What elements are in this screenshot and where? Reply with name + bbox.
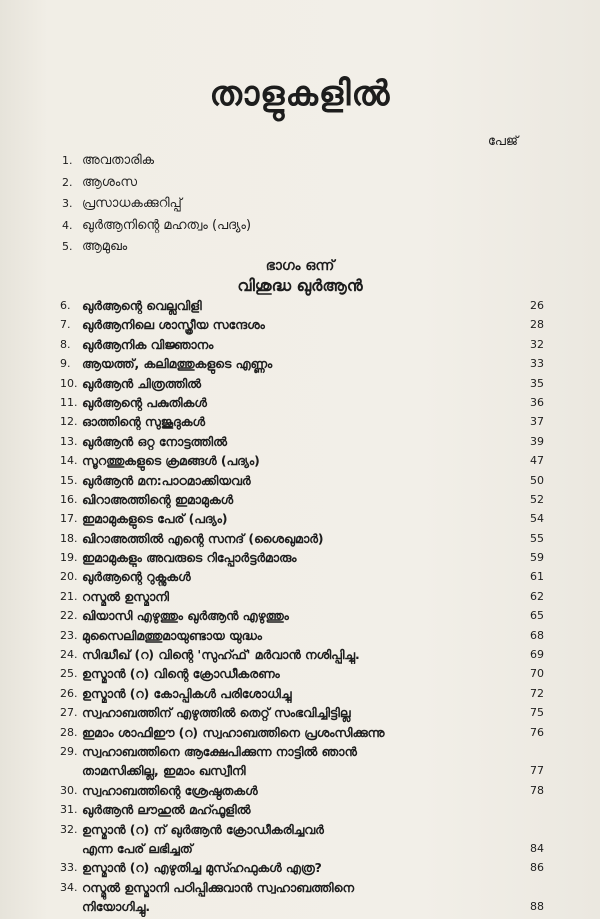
page-number: 54	[530, 512, 544, 526]
toc-row	[60, 548, 544, 567]
item-title: ഖുർആനിന്റെ മഹത്വം (പദ്യം)	[82, 217, 252, 233]
item-number: 10.	[60, 376, 78, 390]
item-title: ഖിയാസി എഴുത്തും ഖുർആൻ എഴുത്തും	[82, 608, 289, 624]
item-title: സിദ്ധീഖ് (റ) വിന്റെ 'സുഹ്ഫ്' മർവാൻ നശിപ്പിച്ചു.	[82, 647, 360, 663]
page-number: 50	[530, 473, 544, 487]
list-item	[62, 215, 251, 237]
part-title: വിശുദ്ധ ഖുർആൻ	[237, 276, 363, 295]
page-number: 61	[530, 570, 544, 584]
item-number: 9.	[60, 357, 71, 371]
item-title: ഖുർആൻ ഒറ്റ നോട്ടത്തിൽ	[82, 433, 227, 449]
item-title: റസ്മുൽ ഉസ്മാനി പഠിപ്പിക്കുവാൻ സ്വഹാബത്തിനെ നിയോഗിച്ചു.	[82, 879, 354, 915]
contents-list	[60, 296, 544, 917]
item-number: 29.	[60, 744, 78, 758]
toc-row	[60, 626, 544, 645]
page-number: 36	[530, 395, 544, 409]
page-number: 52	[530, 492, 544, 506]
item-number: 7.	[60, 318, 71, 332]
item-title: ഖുർആനിലെ ശാസ്ത്രീയ സന്ദേശം	[82, 317, 265, 333]
page-title: താളുകളിൽ	[209, 74, 391, 114]
page-number: 76	[530, 725, 544, 739]
item-number: 1.	[62, 154, 73, 167]
page-number: 78	[530, 783, 544, 797]
item-title: ആയത്ത്, കലിമത്തുകളുടെ എണ്ണം	[82, 356, 273, 372]
item-number: 27.	[60, 706, 78, 720]
item-number: 4.	[62, 218, 73, 232]
page-number: 39	[530, 434, 544, 448]
item-title: ഖുർആൻ ലൗഹുൽ മഹ്ഫൂളിൽ	[82, 802, 251, 818]
page-number: 55	[530, 531, 544, 545]
toc-row	[60, 878, 544, 917]
toc-row	[60, 684, 544, 703]
item-title: ഉസ്മാൻ (റ) വിന്റെ ക്രോഡീകരണം	[82, 666, 280, 682]
part-label: ഭാഗം ഒന്ന്	[265, 258, 335, 274]
item-number: 26.	[60, 686, 78, 700]
page-number: 70	[530, 667, 544, 681]
page-number: 72	[530, 686, 544, 700]
item-number: 32.	[60, 822, 78, 836]
item-title: ഖുർആൻ മന:പാഠമാക്കിയവർ	[82, 472, 251, 488]
item-number: 31.	[60, 803, 78, 817]
toc-row	[60, 606, 544, 625]
page-number: 62	[530, 589, 544, 603]
item-title: സ്വഹാബത്തിനെ ആക്ഷേപിക്കുന്ന നാട്ടിൽ ഞാൻ താമസിക്കില്ല, ഇമാം ഖസ്വീനി	[82, 743, 357, 779]
toc-row	[60, 858, 544, 877]
item-title: ഉസ്മാൻ (റ) ന് ഖുർആൻ ക്രോഡീകരിച്ചവർ എന്ന പേര് ലഭിച്ചത്	[82, 821, 324, 856]
item-title: പ്രസാധകക്കുറിപ്പ്	[82, 196, 182, 211]
toc-row	[60, 703, 544, 722]
item-title: സൂറത്തുകളുടെ ക്രമങ്ങൾ (പദ്യം)	[82, 453, 260, 469]
item-title: ഓത്തിന്റെ സുജൂദുകൾ	[82, 414, 205, 430]
list-item	[62, 150, 251, 172]
toc-row	[60, 471, 544, 490]
list-item	[62, 193, 251, 215]
item-number: 14.	[60, 454, 78, 468]
toc-row	[60, 335, 544, 354]
page-number: 68	[530, 628, 544, 642]
item-title: ഖുർആന്റെ വെല്ലുവിളി	[82, 298, 202, 313]
item-title: ഉസ്മാൻ (റ) കോപ്പികൾ പരിശോധിച്ചു	[82, 685, 292, 701]
toc-row	[60, 645, 544, 664]
page-number: 33	[530, 357, 544, 371]
item-number: 24.	[60, 648, 78, 662]
item-number: 19.	[60, 551, 78, 565]
item-title: ഉസ്മാൻ (റ) എഴുതിച്ച മുസ്ഹഫുകൾ എത്ര?	[82, 860, 322, 876]
item-number: 8.	[60, 337, 71, 351]
item-title: ഇമാം ശാഫിഈ (റ) സ്വഹാബത്തിനെ പ്രശംസിക്കുന്നു	[82, 724, 385, 740]
page-column-label: പേജ്	[487, 134, 518, 149]
toc-row	[60, 664, 544, 683]
item-number: 12.	[60, 415, 78, 429]
page-number: 69	[530, 648, 544, 662]
item-number: 18.	[60, 531, 78, 545]
item-title: ഖുർആൻ ചിത്രത്തിൽ	[82, 375, 201, 391]
toc-row	[60, 587, 544, 606]
page-number: 35	[530, 376, 544, 390]
toc-row	[60, 723, 544, 742]
item-title: മുസൈലിമത്തുമായുണ്ടായ യുദ്ധം	[82, 627, 262, 643]
item-number: 20.	[60, 570, 78, 584]
toc-row	[60, 296, 544, 315]
intro-list	[62, 150, 251, 258]
item-title: സ്വഹാബത്തിന് എഴുത്തിൽ തെറ്റ് സംഭവിച്ചിട്ടില്ല	[82, 705, 351, 721]
item-number: 16.	[60, 492, 78, 506]
item-title: ഖിറാഅത്തിൽ എന്റെ സനദ് (ശൈഖുമാർ)	[82, 530, 324, 546]
item-number: 28.	[60, 725, 78, 739]
toc-row	[60, 509, 544, 528]
page-number: 32	[530, 337, 544, 351]
toc-row	[60, 374, 544, 393]
item-number: 13.	[60, 434, 78, 448]
toc-row	[60, 742, 544, 781]
toc-row	[60, 820, 544, 859]
item-number: 25.	[60, 667, 78, 681]
page-number: 65	[530, 609, 544, 623]
toc-row	[60, 412, 544, 431]
item-number: 33.	[60, 861, 78, 875]
toc-row	[60, 393, 544, 412]
list-item	[62, 236, 251, 258]
item-number: 11.	[60, 395, 78, 409]
item-title: ആശംസ	[82, 174, 138, 190]
toc-row	[60, 451, 544, 470]
item-number: 30.	[60, 783, 78, 797]
page-number: 84	[530, 841, 544, 855]
item-number: 34.	[60, 880, 78, 894]
item-title: അവതാരിക	[82, 153, 155, 168]
item-number: 23.	[60, 628, 78, 642]
item-number: 17.	[60, 512, 78, 526]
page-number: 88	[530, 900, 544, 914]
item-title: റസ്മുൽ ഉസ്മാനി	[82, 588, 169, 604]
list-item	[62, 172, 251, 194]
item-number: 3.	[62, 197, 73, 210]
toc-row	[60, 800, 544, 819]
toc-row	[60, 781, 544, 800]
item-number: 5.	[62, 240, 73, 253]
toc-row	[60, 432, 544, 451]
page-number: 75	[530, 706, 544, 720]
item-number: 22.	[60, 609, 78, 623]
item-title: സ്വഹാബത്തിന്റെ ശ്രേഷ്ഠതകൾ	[82, 782, 258, 798]
item-title: ഖിറാഅത്തിന്റെ ഇമാമുകൾ	[82, 491, 234, 507]
toc-row	[60, 567, 544, 586]
toc-row	[60, 529, 544, 548]
item-title: ഇമാമുകളും അവരുടെ റിപ്പോർട്ടർമാരും	[82, 550, 297, 566]
item-title: ഇമാമുകളുടെ പേര് (പദ്യം)	[82, 511, 228, 527]
item-title: ഖുർആനിക വിജ്ഞാനം	[82, 336, 214, 352]
item-number: 6.	[60, 299, 71, 312]
toc-row	[60, 315, 544, 334]
item-number: 15.	[60, 473, 78, 487]
item-title: ഖുർആന്റെ പകുതികൾ	[82, 394, 207, 410]
page-number: 59	[530, 551, 544, 565]
page-number: 37	[530, 415, 544, 429]
item-number: 2.	[62, 175, 73, 189]
page-number: 26	[530, 299, 544, 312]
item-number: 21.	[60, 589, 78, 603]
toc-row	[60, 490, 544, 509]
item-title: ഖുർആന്റെ റുക്നുകൾ	[82, 569, 191, 585]
page-number: 28	[530, 318, 544, 332]
page-number: 47	[530, 454, 544, 468]
page-number: 86	[530, 861, 544, 875]
item-title: ആമുഖം	[82, 239, 128, 254]
toc-row	[60, 354, 544, 373]
page-number: 77	[530, 764, 544, 778]
